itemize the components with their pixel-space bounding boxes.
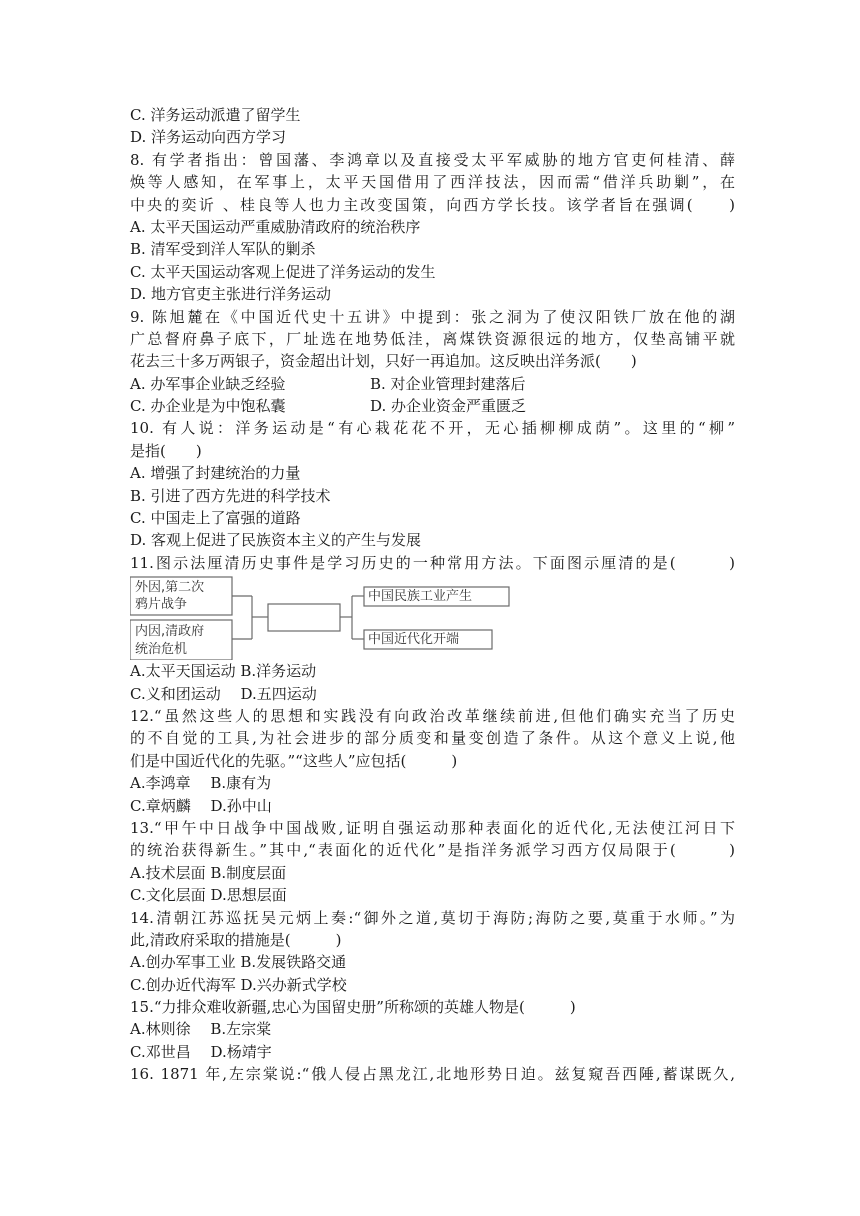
text-line: B. 清军受到洋人军队的剿杀 bbox=[130, 240, 316, 259]
text-line: D. 地方官吏主张进行洋务运动 bbox=[130, 285, 332, 304]
option-row bbox=[130, 373, 735, 395]
question-11-diagram bbox=[130, 574, 735, 660]
text-line: C. 中国走上了富强的道路 bbox=[130, 509, 301, 528]
text-line: A.创办军事工业 B.发展铁路交通 bbox=[130, 953, 347, 972]
diagram-national-industry-text: 中国民族工业产生 bbox=[368, 589, 473, 605]
diagram-internal-line1: 内因,清政府 bbox=[135, 624, 205, 640]
text-line: 此,清政府采取的措施是( ) bbox=[130, 930, 342, 949]
text-line: 11.图示法厘清历史事件是学习历史的一种常用方法。下面图示厘清的是( ) bbox=[130, 553, 735, 572]
text-line: 的统治获得新生。”其中,“表面化的近代化”是指洋务派学习西方仅局限于( ) bbox=[130, 841, 735, 860]
text-line: 16. 1871 年,左宗棠说:“俄人侵占黑龙江,北地形势日迫。兹复窥吾西陲,蓄谋既久, bbox=[130, 1065, 735, 1084]
option-text: A. 办军事企业缺乏经验 bbox=[130, 374, 286, 393]
text-line: C.创办近代海军 D.兴办新式学校 bbox=[130, 975, 347, 994]
text-line: 15.“力排众难收新疆,忠心为国留史册”所称颂的英雄人物是( ) bbox=[130, 998, 576, 1017]
text-line: A.林则徐 B.左宗棠 bbox=[130, 1020, 272, 1039]
box-center-blank bbox=[268, 604, 340, 631]
text-line: 们是中国近代化的先驱。”“这些人”应包括( ) bbox=[130, 751, 458, 770]
questions-8-to-11 bbox=[130, 104, 735, 574]
diagram-external-line2: 鸦片战争 bbox=[135, 597, 188, 613]
text-line: 是指( ) bbox=[130, 441, 202, 460]
text-line: 14.清朝江苏巡抚吴元炳上奏:“御外之道,莫切于海防;海防之要,莫重于水师。”为 bbox=[130, 908, 735, 927]
text-line: C.义和团运动 D.五四运动 bbox=[130, 684, 317, 703]
text-line: D. 洋务运动向西方学习 bbox=[130, 128, 287, 147]
text-line: A. 增强了封建统治的力量 bbox=[130, 464, 301, 483]
option-text: B. 对企业管理封建落后 bbox=[370, 374, 526, 393]
text-line: A. 太平天国运动严重威胁清政府的统治秩序 bbox=[130, 217, 421, 236]
option-text: D. 办企业资金严重匮乏 bbox=[370, 397, 527, 416]
text-line: 10. 有人说：洋务运动是“有心栽花花不开，无心插柳柳成荫”。这里的“柳” bbox=[130, 419, 735, 438]
exam-page bbox=[130, 104, 735, 1086]
text-line: 广总督府鼻子底下，厂址选在地势低洼，离煤铁资源很远的地方，仅垫高铺平就 bbox=[130, 329, 735, 348]
diagram-modernization-text: 中国近代化开端 bbox=[368, 632, 460, 648]
text-line: 12.“虽然这些人的思想和实践没有向政治改革继续前进,但他们确实充当了历史 bbox=[130, 706, 735, 725]
text-line: C.章炳麟 D.孙中山 bbox=[130, 796, 272, 815]
text-line: 的不自觉的工具,为社会进步的部分质变和量变创造了条件。从这个意义上说,他 bbox=[130, 729, 735, 748]
text-line: 8. 有学者指出：曾国藩、李鸿章以及直接受太平军威胁的地方官吏何桂清、薛 bbox=[130, 150, 735, 169]
text-line: A.技术层面 B.制度层面 bbox=[130, 863, 287, 882]
text-line: C.邓世昌 D.杨靖宇 bbox=[130, 1042, 272, 1061]
text-line: D. 客观上促进了民族资本主义的产生与发展 bbox=[130, 531, 422, 550]
text-line: 中央的奕䜣 、桂良等人也力主改变国策，向西方学长技。该学者旨在强调( ) bbox=[130, 195, 735, 214]
questions-11-to-16 bbox=[130, 660, 735, 1085]
text-line: A.太平天国运动 B.洋务运动 bbox=[130, 662, 317, 681]
text-line: C. 洋务运动派遣了留学生 bbox=[130, 106, 301, 124]
option-text: C. 办企业是为中饱私囊 bbox=[130, 397, 286, 416]
diagram-external-line1: 外因,第二次 bbox=[135, 580, 205, 596]
text-line: A.李鸿章 B.康有为 bbox=[130, 774, 272, 793]
text-line: 13.“甲午中日战争中国战败,证明自强运动那种表面化的近代化,无法使江河日下 bbox=[130, 818, 735, 837]
diagram-internal-line2: 统治危机 bbox=[135, 642, 188, 658]
text-line: B. 引进了西方先进的科学技术 bbox=[130, 486, 331, 505]
option-row bbox=[130, 395, 735, 417]
text-line: C.文化层面 D.思想层面 bbox=[130, 886, 287, 905]
text-line: 焕等人感知，在军事上，太平天国借用了西洋技法，因而需“借洋兵助剿”，在 bbox=[130, 173, 735, 192]
text-line: C. 太平天国运动客观上促进了洋务运动的发生 bbox=[130, 262, 436, 281]
text-line: 9. 陈旭麓在《中国近代史十五讲》中提到：张之洞为了使汉阳铁厂放在他的湖 bbox=[130, 307, 735, 326]
text-line: 花去三十多万两银子，资金超出计划，只好一再追加。这反映出洋务派( ) bbox=[130, 352, 637, 371]
